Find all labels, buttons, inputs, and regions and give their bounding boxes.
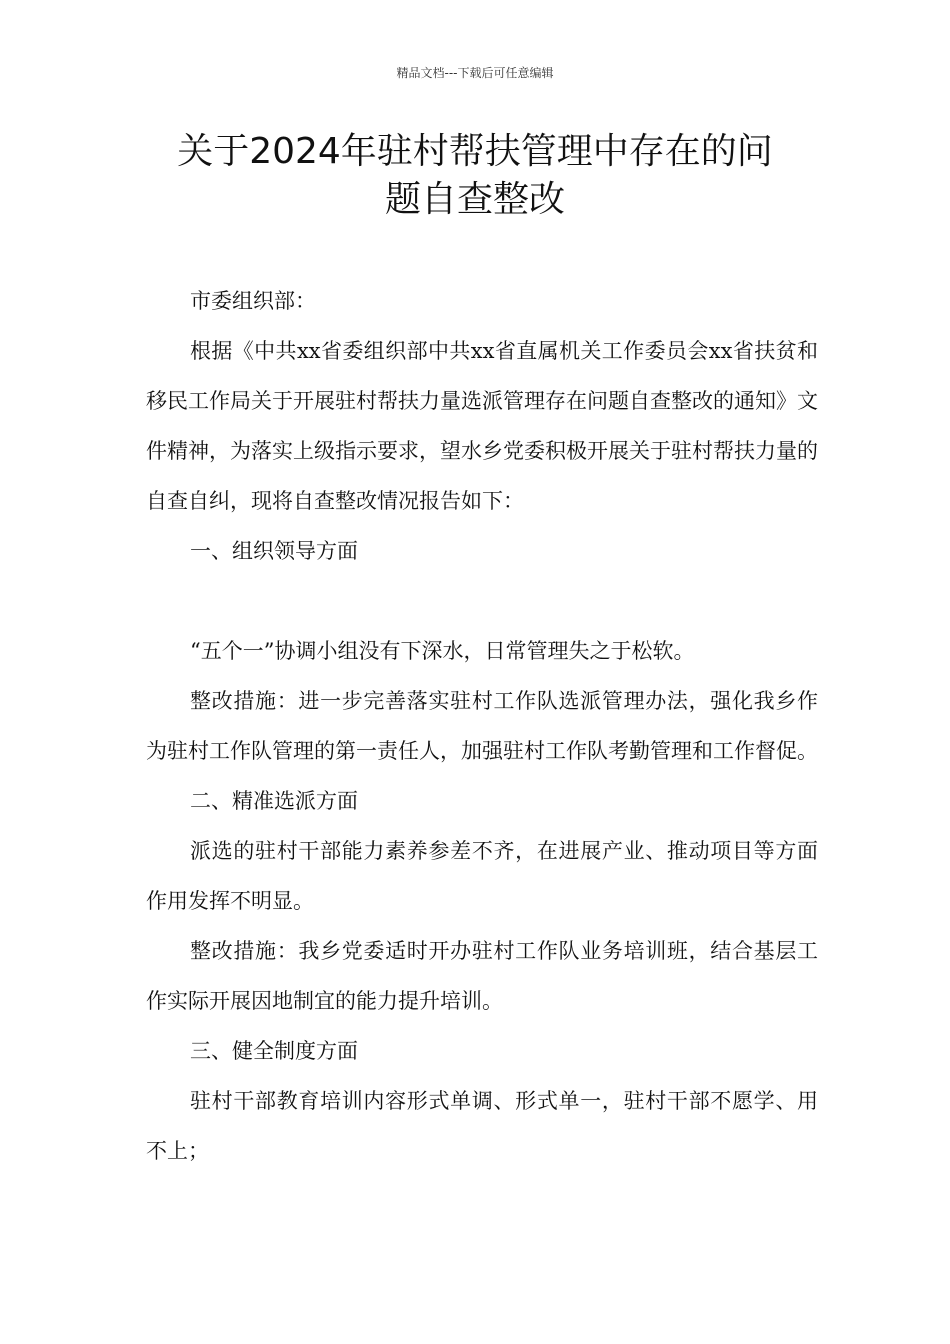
section-heading-3: 三、健全制度方面 — [190, 1039, 358, 1063]
title-line-2: 题自查整改 — [384, 179, 565, 220]
issue-paragraph-2: 派选的驻村干部能力素养参差不齐，在进展产业、推动项目等方面作用发挥不明显。 — [146, 839, 818, 913]
document-title — [140, 128, 810, 224]
intro-paragraph: 根据《中共xx省委组织部中共xx省直属机关工作委员会xx省扶贫和移民工作局关于开展驻村帮扶力量选派管理存在问题自查整改的通知》文件精神，为落实上级指示要求，望水乡党委积极开展关于驻村帮扶力量的自查自纠，现将自查整改情况报告如下： — [146, 339, 818, 513]
salutation: 市委组织部： — [190, 289, 316, 313]
page-header: 精品文档---下载后可任意编辑 — [396, 66, 554, 80]
measure-paragraph-2: 整改措施：我乡党委适时开办驻村工作队业务培训班，结合基层工作实际开展因地制宜的能力提升培训。 — [146, 939, 818, 1013]
issue-paragraph-3: 驻村干部教育培训内容形式单调、形式单一，驻村干部不愿学、用不上； — [146, 1089, 818, 1163]
section-heading-1: 一、组织领导方面 — [190, 539, 358, 563]
blank-line — [146, 576, 818, 626]
title-line-1: 关于2024年驻村帮扶管理中存在的问 — [177, 131, 773, 172]
section-heading-2: 二、精准选派方面 — [190, 789, 358, 813]
measure-paragraph-1: 整改措施：进一步完善落实驻村工作队选派管理办法，强化我乡作为驻村工作队管理的第一责任人，加强驻村工作队考勤管理和工作督促。 — [146, 689, 818, 763]
document-body — [146, 276, 818, 1176]
issue-paragraph-1: “五个一”协调小组没有下深水，日常管理失之于松软。 — [190, 639, 695, 663]
